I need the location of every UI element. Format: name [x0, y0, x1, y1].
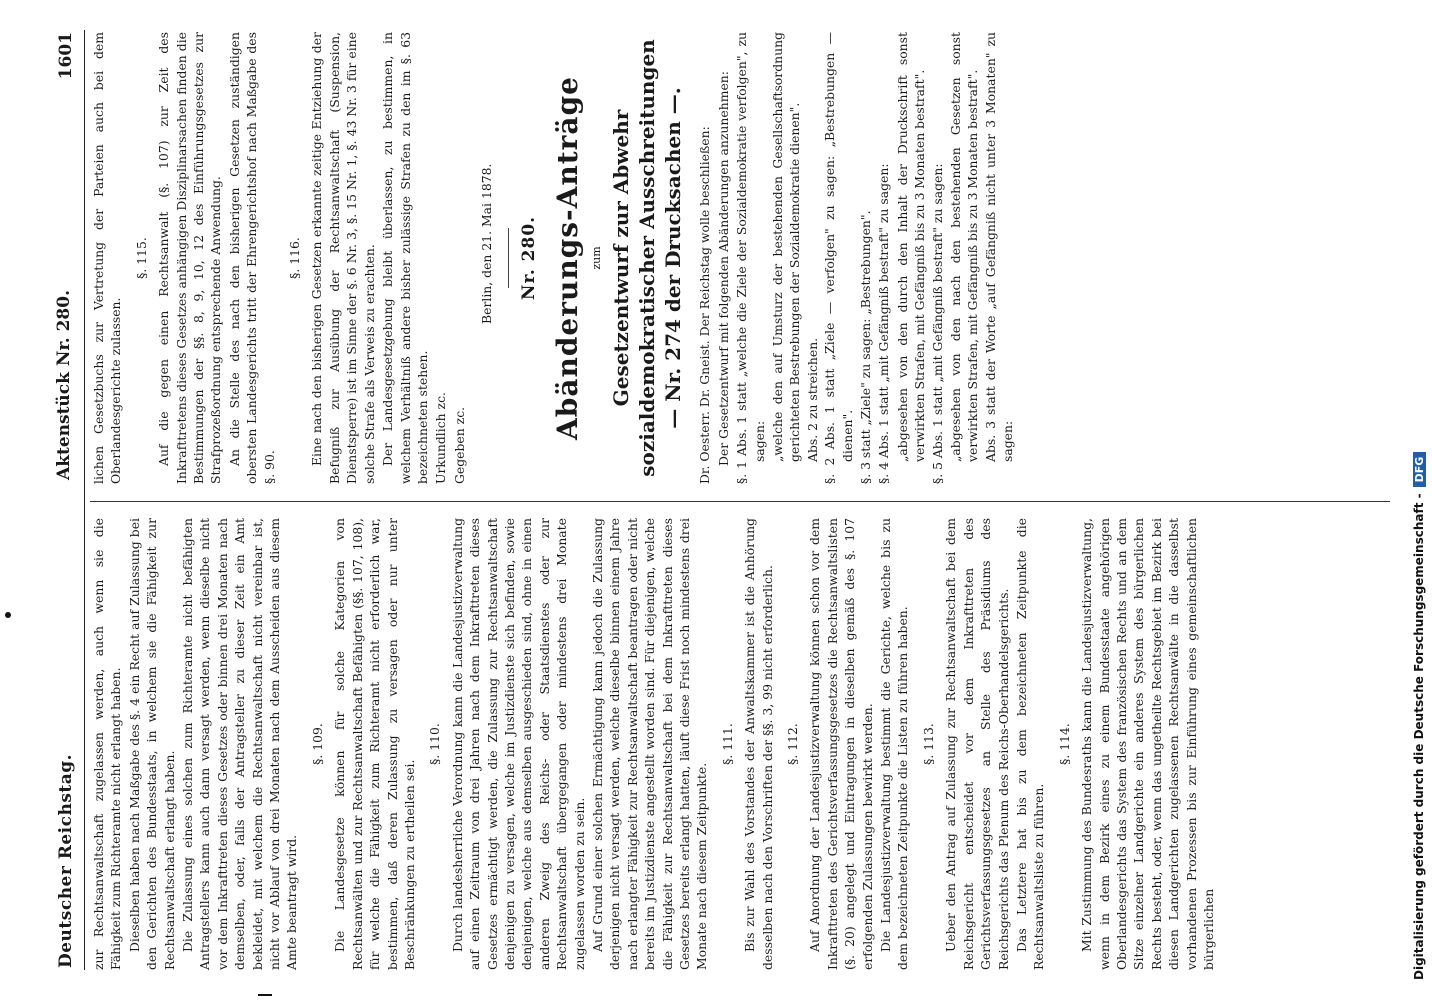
amendment-detail: „abgesehen von den durch den Inhalt der Druckschrift sonst verwirkten Strafen, mit Gefängniß bis zu 3 Monaten bestraft". — [894, 32, 928, 462]
paragraph: Gegeben zc. — [451, 406, 467, 484]
paragraph: Auf die gegen einen Rechtsanwalt (§. 107) zur Zeit des Inkrafttretens dieses Gesetzes anhängigen Disziplinarsachen finden die Bestimmungen der §§. 8, 9, 10, 12 des Einführungsgesetzes zur Strafprozeßordnung entsprechende Anwendung. — [156, 32, 224, 484]
section-heading: §. 110. — [427, 723, 443, 765]
document-subtitle: Gesetzentwurf zur Abwehr sozialdemokratischer Ausschreitungen — Nr. 274 der Drucksachen —. — [609, 39, 686, 477]
document-title: Abänderungs-Anträge — [550, 76, 584, 440]
page-header — [50, 30, 85, 970]
digitization-credit — [1412, 452, 1426, 980]
amendment-item: §. 4 Abs. 1 statt „mit Gefängniß bestraft" zu sagen: — [876, 163, 892, 484]
scan-dot-mark — [5, 612, 11, 618]
paragraph: Bis zur Wahl des Vorstandes der Anwaltskammer ist die Anhörung desselben nach den Vorschriften der §§. 3, 99 nicht erforderlich. — [742, 518, 775, 970]
paragraph: Dr. Oesterr. Dr. Gneist. Der Reichstag wolle beschließen: — [697, 126, 713, 484]
section-heading: §. 115. — [133, 237, 149, 279]
amendment-detail: „abgesehen von den nach den bestehenden Gesetzen sonst verwirkten Strafen, mit Gefängniß bis zu 3 Monaten bestraft". — [948, 32, 981, 462]
amendment-item: §. 5 Abs. 1 statt „mit Gefängniß bestraft" zu sagen: — [929, 163, 945, 484]
header-center: Aktenstück Nr. 280. — [54, 289, 74, 480]
section-heading: §. 114. — [1056, 723, 1072, 765]
paragraph: Dieselben haben nach Maßgabe des §. 4 ein Recht auf Zulassung bei den Gerichten des Bundesstaats, in welchem sie die Fähigkeit zur Rechtsanwaltschaft erlangt haben. — [126, 518, 177, 970]
paragraph: Ueber den Antrag auf Zulassung zur Rechtsanwaltschaft bei dem Reichsgericht entscheidet vor dem Inkrafttreten des Gerichtsverfassungsgesetzes an Stelle des Präsidiums des Reichsgerichts das Plenum des Reichs-Oberhandelsgerichts. — [943, 518, 1011, 970]
rotated-page-body — [50, 30, 1390, 970]
section-heading: §. 111. — [719, 723, 735, 765]
paragraph: Durch landesherrliche Verordnung kann die Landesjustizverwaltung auf einen Zeitraum von drei Jahren nach dem Inkrafttreten dieses Gesetzes ermächtigt werden, die Zulassung zur Rechtsanwaltschaft denjenigen zu versagen, welche im Justizdienste sich befinden, sowie denjenigen, welche aus demselben ausgeschieden sind, ohne in einen anderen Zweig des Reichs- oder Staatsdienstes oder zur Rechtsanwaltschaft übergegangen oder mindestens drei Monate zugelassen worden zu sein. — [449, 518, 587, 970]
paragraph: Der Gesetzentwurf mit folgenden Abänderungen anzunehmen: — [715, 71, 731, 466]
credit-text: Digitalisierung gefördert durch die Deutsche Forschungsgemeinschaft - — [1412, 493, 1426, 980]
section-heading: §. 112. — [785, 723, 801, 765]
paragraph: Mit Zustimmung des Bundesraths kann die Landesjustizverwaltung, wenn in dem Bezirk eines zu einem Bundesstaate angehörigen Oberlandesgerichts das System des französischen Rechts und an dem Sitze einzelner Landgerichte ein anderes System des bürgerlichen Rechts besteht, oder, wenn das ungetheilte Rechtsgebiet im Bezirk bei diesen Landgerichten zugelassenen Rechtsanwälte in die dasselbst vorhandenen Prozessen bis zur Einführung eines gemeinschaftlichen bürgerlichen — [1079, 518, 1216, 970]
paragraph: Eine nach den bisherigen Gesetzen erkannte zeitige Entziehung der Befugniß zur Ausübung der Rechtsanwaltschaft (Suspension, Dienstsperre) ist im Sinne der §. 6 Nr. 3, §. 15 Nr. 1, §. 43 Nr. 3 für eine solche Strafe als Verweis zu erachten. — [309, 32, 377, 484]
amendment-item: §. 3 statt „Ziele" zu sagen: „Bestrebungen". — [858, 210, 873, 484]
signature-date: Berlin, den 21. Mai 1878. — [479, 163, 495, 324]
right-column — [90, 32, 1017, 484]
paragraph: An die Stelle des nach den bisherigen Gesetzen zuständigen obersten Landesgerichts tritt der Ehrengerichtshof nach Maßgabe des §. 90. — [226, 32, 277, 484]
amendment-item: §. 1 Abs. 1 statt „welche die Ziele der Sozialdemokratie verfolgen", zu sagen: — [734, 32, 767, 484]
section-heading: §. 109. — [309, 723, 325, 765]
column-divider — [90, 501, 1390, 502]
amendment-detail: Abs. 3 statt der Worte „auf Gefängniß nicht unter 3 Monaten" zu sagen: — [982, 32, 1016, 462]
scan-line-mark — [258, 994, 272, 996]
paragraph: Die Landesjustizverwaltung bestimmt die Gerichte, welche bis zu dem bezeichneten Zeitpunkte die Listen zu führen haben. — [878, 518, 911, 970]
section-heading: §. 116. — [287, 237, 303, 279]
amendment-detail: „welche den auf Umsturz der bestehenden Gesellschaftsordnung gerichteten Bestrebungen der Sozialdemokratie dienen". — [769, 32, 803, 462]
paragraph: Die Zulassung eines solchen zum Richteramte nicht befähigten Antragstellers kann auch dann versagt werden, wenn dieselbe nicht vor dem Inkrafttreten dieses Gesetzes oder binnen drei Monaten nach demselben, oder, falls der Antragsteller zu dieser Zeit ein Amt bekleidet, mit welchem die Rechtsanwaltschaft nicht vereinbar ist, nicht vor Ablauf von drei Monaten nach dem Ausscheiden aus diesem Amte beantragt wird. — [180, 518, 300, 970]
paragraph: Auf Anordnung der Landesjustizverwaltung können schon vor dem Inkrafttreten des Gerichtsverfassungsgesetzes die Rechtsanwaltslisten (§. 20) angelegt und Eintragungen in dieselben gemäß des §. 107 erfolgenden Zulassungen bewirkt werden. — [807, 518, 875, 970]
document-number: Nr. 280. — [518, 215, 539, 301]
title-connector: zum — [589, 246, 603, 270]
paragraph: Der Landesgesetzgebung bleibt überlassen, zu bestimmen, in welchem Verhältniß andere bisher zulässige Strafen zu den im §. 63 bezeichneten stehen. — [380, 32, 430, 484]
paragraph: Urkundlich zc. — [433, 392, 449, 484]
text-columns — [90, 30, 1390, 970]
header-left: Deutscher Reichstag. — [56, 753, 76, 968]
paragraph: Auf Grund einer solchen Ermächtigung kann jedoch die Zulassung derjenigen nicht versagt werden, welche dieselbe binnen einem Jahre nach erlangter Fähigkeit zur Rechtsanwaltschaft beantragen oder nicht bereits im Justizdienste angestellt worden sind. Für diejenigen, welche die Fähigkeit zur Rechtsanwaltschaft bei dem Inkrafttreten dieses Gesetzes bereits erlangt hatten, läuft diese Frist noch mindestens drei Monate nach diesem Zeitpunkte. — [589, 518, 710, 970]
dfg-logo: DFG — [1413, 452, 1426, 488]
paragraph: Die Landesgesetze können für solche Kategorien von Rechtsanwälten und zur Rechtsanwaltschaft Befähigten (§§. 107, 108), für welche die Fähigkeit zum Richteramt nicht erforderlich war, bestimmen, daß deren Zulassung zu versagen oder nur unter Beschränkungen zu ertheilen sei. — [332, 518, 417, 970]
page-number: 1601 — [56, 32, 76, 80]
paragraph: zur Rechtsanwaltschaft zugelassen werden, auch wenn sie die Fähigkeit zum Richteramte nicht erlangt haben. — [91, 518, 124, 970]
separator-rule — [508, 228, 509, 288]
section-heading: §. 113. — [920, 723, 936, 765]
paragraph: Das Letztere hat bis zu dem bezeichneten Zeitpunkte die Rechtsanwaltsliste zu führen. — [1013, 518, 1047, 970]
paragraph: lichen Gesetzbuchs zur Vertretung der Parteien auch bei dem Oberlandesgerichte zulassen. — [91, 32, 124, 484]
amendment-detail: Abs. 2 zu streichen. — [804, 337, 820, 462]
amendment-item: §. 2 Abs. 1 statt „Ziele — verfolgen" zu sagen: „Bestrebungen — dienen". — [822, 32, 855, 484]
left-column — [90, 518, 1218, 970]
